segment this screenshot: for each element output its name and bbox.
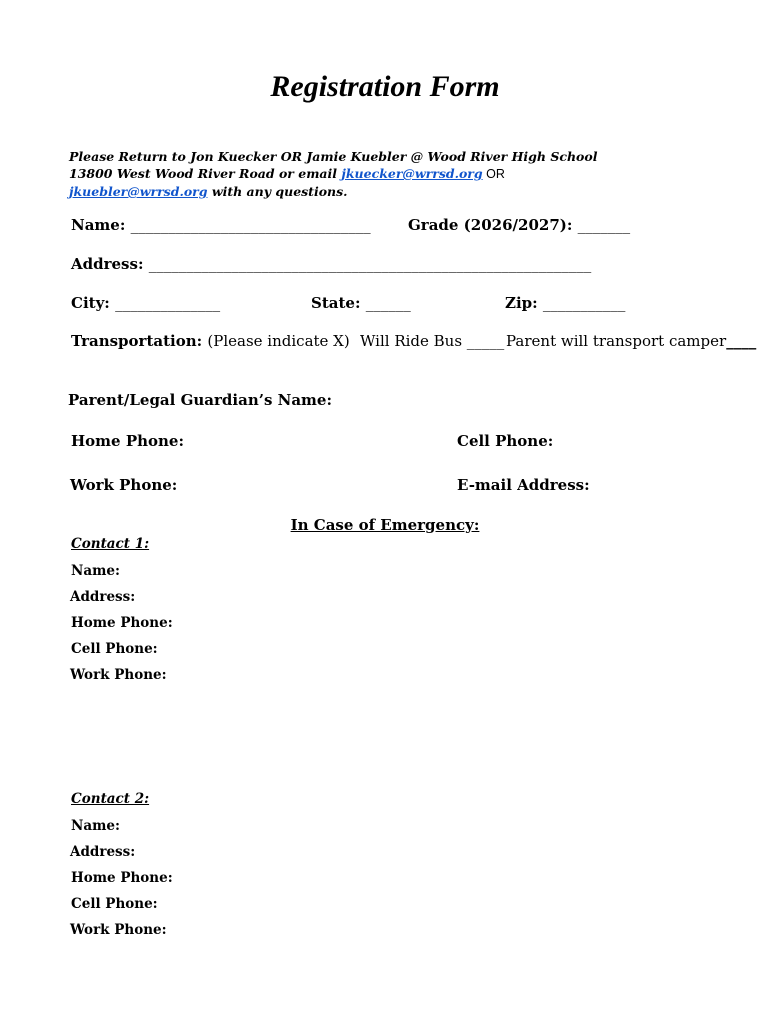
contact2-home-phone-label: Home Phone:	[71, 870, 173, 886]
zip-label: Zip:	[505, 294, 538, 312]
address-label: Address:	[71, 255, 144, 273]
name-blank[interactable]: ________________________________	[130, 216, 371, 234]
state-label: State:	[311, 294, 361, 312]
address-blank[interactable]: ___________________________________________________________	[148, 255, 592, 273]
email-link-kuebler[interactable]: jkuebler@wrrsd.org	[69, 184, 208, 199]
parent-transport-blank[interactable]: ____	[726, 332, 757, 350]
transportation-hint: (Please indicate X)	[207, 332, 350, 350]
contact2-name-label: Name:	[71, 818, 120, 834]
transportation-field	[71, 332, 350, 350]
contact1-heading: Contact 1:	[71, 536, 150, 552]
page-title: Registration Form	[270, 70, 500, 103]
cell-phone-label: Cell Phone:	[457, 432, 554, 450]
instructions-text: Please Return to Jon Kuecker OR Jamie Kuebler @ Wood River High School 13800 West Wood River Road or email	[69, 149, 598, 181]
work-phone-label: Work Phone:	[70, 476, 178, 494]
email-address-label: E-mail Address:	[457, 476, 590, 494]
grade-blank[interactable]: _______	[577, 216, 631, 234]
grade-label: Grade (2026/2027):	[408, 216, 573, 234]
zip-blank[interactable]: ___________	[542, 294, 626, 312]
contact1-name-label: Name:	[71, 563, 120, 579]
address-field[interactable]	[71, 255, 591, 273]
grade-field[interactable]	[408, 216, 630, 234]
contact2-cell-phone-label: Cell Phone:	[71, 896, 158, 912]
contact1-cell-phone-label: Cell Phone:	[71, 641, 158, 657]
return-instructions	[69, 148, 609, 200]
state-field[interactable]	[311, 294, 411, 312]
state-blank[interactable]: ______	[365, 294, 411, 312]
contact2-address-label: Address:	[70, 844, 136, 860]
zip-field[interactable]	[505, 294, 625, 312]
parent-transport-label: Parent will transport camper	[506, 332, 727, 350]
name-field[interactable]	[71, 216, 371, 234]
ride-bus-option[interactable]: Will Ride Bus _____	[360, 332, 505, 350]
contact2-work-phone-label: Work Phone:	[70, 922, 167, 938]
or-text: OR	[482, 167, 505, 181]
transportation-label: Transportation:	[71, 332, 203, 350]
home-phone-label: Home Phone:	[71, 432, 184, 450]
city-field[interactable]	[71, 294, 220, 312]
contact2-heading: Contact 2:	[71, 791, 150, 807]
instructions-tail: with any questions.	[207, 184, 348, 199]
city-label: City:	[71, 294, 110, 312]
email-link-kuecker[interactable]: jkuecker@wrrsd.org	[341, 166, 483, 181]
parent-transport-option[interactable]	[506, 332, 756, 350]
contact1-address-label: Address:	[70, 589, 136, 605]
name-label: Name:	[71, 216, 126, 234]
emergency-heading: In Case of Emergency:	[290, 516, 480, 534]
contact1-home-phone-label: Home Phone:	[71, 615, 173, 631]
city-blank[interactable]: ______________	[115, 294, 221, 312]
contact1-work-phone-label: Work Phone:	[70, 667, 167, 683]
parent-name-label: Parent/Legal Guardian’s Name:	[68, 391, 332, 409]
